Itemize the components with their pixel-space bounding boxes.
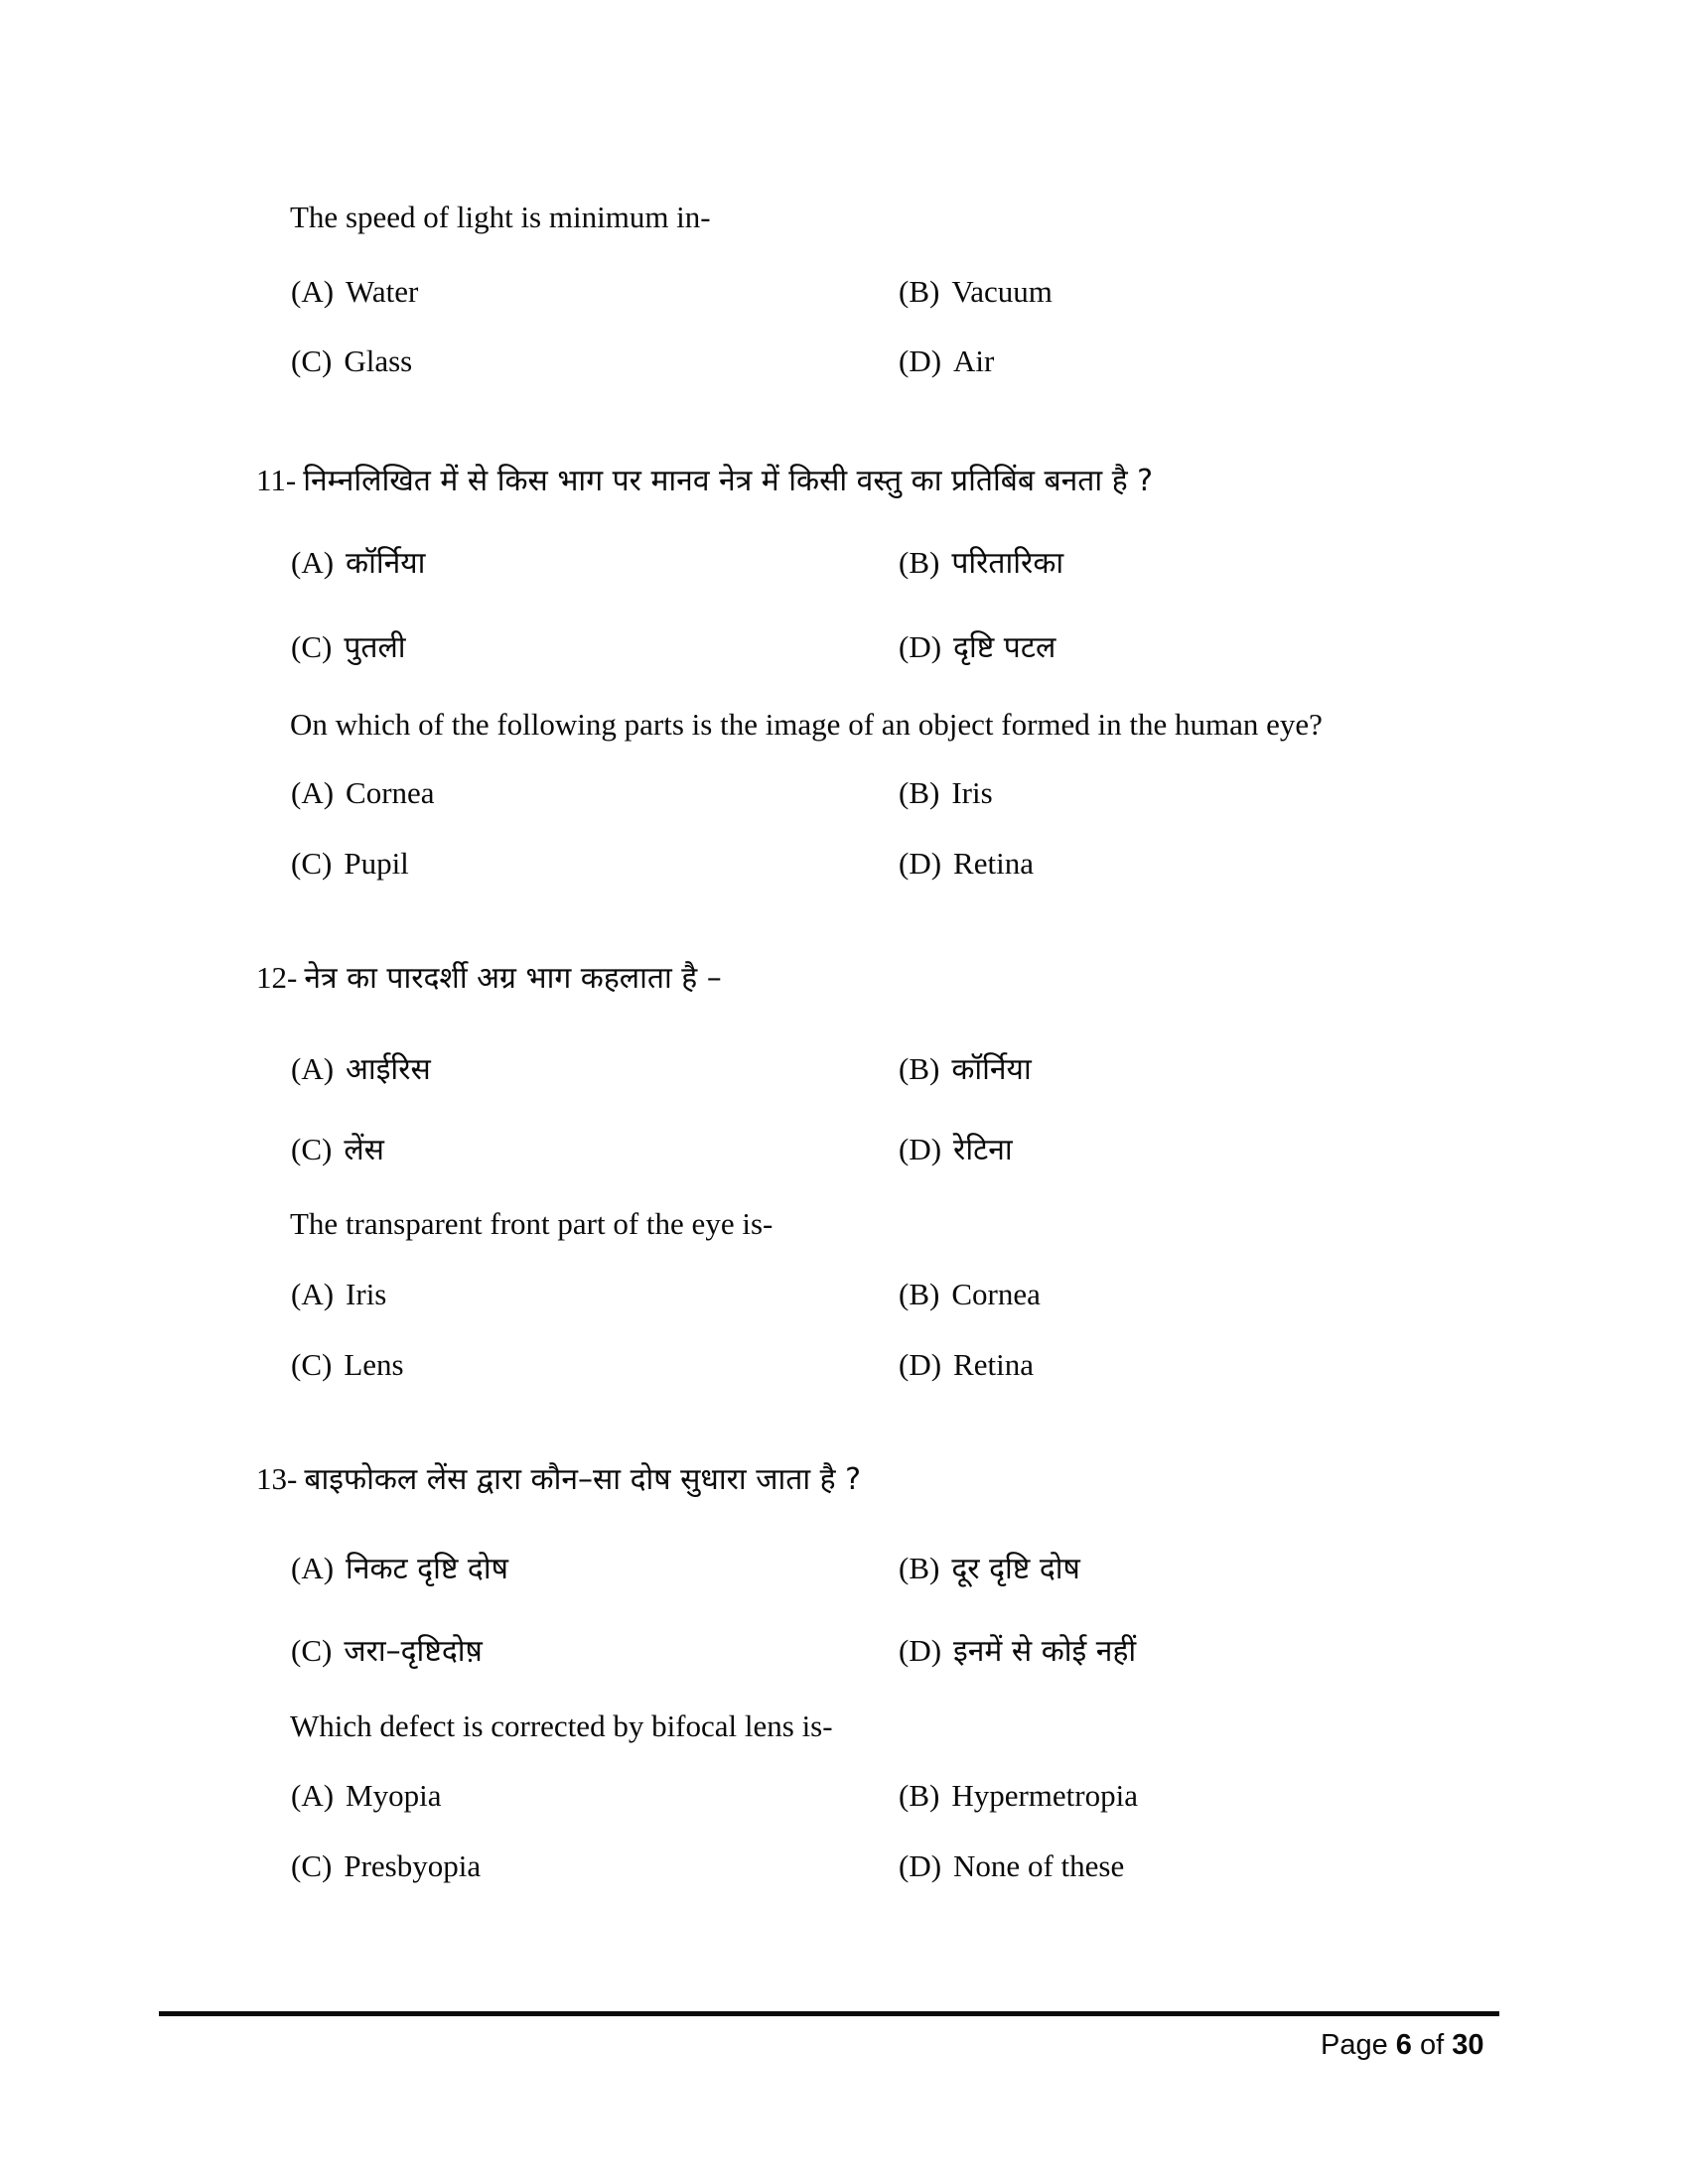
option-label: (A) (291, 1551, 335, 1585)
option-q12-hi-c (291, 1128, 384, 1168)
option-text: Cornea (951, 1277, 1041, 1311)
option-text: इनमें से कोई नहीं (953, 1634, 1137, 1669)
option-text: Hypermetropia (951, 1778, 1138, 1813)
option-q13-en-c (291, 1848, 481, 1884)
option-label: (D) (899, 1848, 942, 1883)
option-label: (A) (291, 1778, 335, 1813)
option-label: (C) (291, 1132, 333, 1166)
option-q13-hi-a (291, 1547, 508, 1587)
option-q11-hi-d (899, 625, 1055, 666)
option-label: (A) (291, 274, 335, 309)
option-text: रेटिना (953, 1133, 1013, 1167)
option-q12-hi-b (899, 1047, 1032, 1088)
option-text: पुतली (344, 630, 406, 665)
option-text: दृष्टि पटल (953, 630, 1056, 665)
question-11-english-text: On which of the following parts is the image of an object formed in the human eye? (290, 707, 1323, 742)
question-number: 13- (256, 1461, 298, 1496)
question-10-english-text: The speed of light is minimum in- (290, 200, 711, 234)
option-text: Iris (951, 775, 993, 810)
option-text: Iris (346, 1277, 387, 1311)
option-text: परितारिका (951, 546, 1064, 581)
option-label: (B) (899, 545, 940, 580)
option-q13-en-d (899, 1848, 1124, 1884)
option-text: Myopia (346, 1778, 442, 1813)
option-label: (A) (291, 545, 335, 580)
total-pages: 30 (1452, 2029, 1484, 2061)
option-text: Presbyopia (344, 1848, 482, 1883)
option-q13-hi-d (899, 1629, 1136, 1670)
option-q13-hi-b (899, 1547, 1080, 1587)
page-number: 6 (1395, 2029, 1412, 2061)
option-label: (C) (291, 1848, 333, 1883)
option-text: Air (953, 343, 995, 378)
option-text: Water (346, 274, 419, 309)
option-text: आईरिस (346, 1052, 431, 1087)
option-q11-en-a (291, 775, 435, 811)
option-text: Lens (344, 1347, 404, 1382)
option-label: (D) (899, 1347, 942, 1382)
option-q12-en-d (899, 1347, 1034, 1383)
option-label: (C) (291, 629, 333, 664)
option-q11-en-d (899, 846, 1034, 882)
of-label: of (1420, 2029, 1445, 2061)
option-text: Pupil (344, 846, 409, 881)
option-q12-en-c (291, 1347, 404, 1383)
option-q11-en-b (899, 775, 993, 811)
option-label: (C) (291, 343, 333, 378)
option-text: Vacuum (951, 274, 1053, 309)
question-13-hindi-heading (256, 1457, 861, 1498)
option-label: (D) (899, 1633, 942, 1668)
option-label: (A) (291, 1277, 335, 1311)
option-label: (D) (899, 1132, 942, 1166)
option-label: (B) (899, 1051, 940, 1086)
option-label: (A) (291, 775, 335, 810)
option-q10-a (291, 274, 418, 310)
option-text: कॉर्निया (346, 546, 426, 581)
option-label: (A) (291, 1051, 335, 1086)
option-label: (B) (899, 775, 940, 810)
option-q12-en-b (899, 1277, 1041, 1312)
option-label: (B) (899, 1551, 940, 1585)
option-q12-en-a (291, 1277, 386, 1312)
question-12-hindi-heading (256, 956, 722, 997)
option-q13-en-b (899, 1778, 1138, 1814)
option-text: जरा–दृष्टिदोष़ (344, 1634, 483, 1669)
question-text: निम्नलिखित में से किस भाग पर मानव नेत्र में किसी वस्तु का प्रतिबिंब बनता है ? (303, 464, 1154, 498)
option-q11-en-c (291, 846, 409, 882)
question-text: नेत्र का पारदर्शी अग्र भाग कहलाता है – (304, 961, 722, 996)
option-label: (D) (899, 846, 942, 881)
option-text: Cornea (346, 775, 435, 810)
option-text: Glass (344, 343, 413, 378)
option-q10-c (291, 343, 412, 379)
option-label: (B) (899, 274, 940, 309)
option-q10-d (899, 343, 994, 379)
option-q11-hi-c (291, 625, 406, 666)
option-q11-hi-b (899, 541, 1063, 582)
footer-divider (159, 2011, 1499, 2016)
option-text: दूर दृष्टि दोष (951, 1552, 1080, 1586)
option-q12-hi-a (291, 1047, 431, 1088)
option-q11-hi-a (291, 541, 425, 582)
option-text: Retina (953, 1347, 1034, 1382)
option-label: (B) (899, 1277, 940, 1311)
option-q13-en-a (291, 1778, 441, 1814)
option-q10-b (899, 274, 1053, 310)
option-text: लेंस (344, 1133, 384, 1167)
page-number-indicator (1321, 2029, 1484, 2062)
option-label: (D) (899, 629, 942, 664)
option-label: (C) (291, 1633, 333, 1668)
option-text: निकट दृष्टि दोष (346, 1552, 508, 1586)
question-number: 11- (256, 463, 297, 497)
option-label: (C) (291, 846, 333, 881)
question-text: बाइफोकल लेंस द्वारा कौन–सा दोष सुधारा जाता है ? (304, 1462, 862, 1497)
option-text: Retina (953, 846, 1034, 881)
option-text: None of these (953, 1848, 1125, 1883)
question-number: 12- (256, 960, 298, 995)
question-11-hindi-heading (256, 459, 1153, 499)
option-label: (B) (899, 1778, 940, 1813)
question-12-english-text: The transparent front part of the eye is- (290, 1206, 774, 1241)
option-label: (D) (899, 343, 942, 378)
option-label: (C) (291, 1347, 333, 1382)
option-q13-hi-c (291, 1629, 483, 1670)
question-13-english-text: Which defect is corrected by bifocal lens is- (290, 1708, 833, 1743)
option-q12-hi-d (899, 1128, 1013, 1168)
option-text: कॉर्निया (951, 1052, 1032, 1087)
page-label: Page (1321, 2029, 1388, 2061)
